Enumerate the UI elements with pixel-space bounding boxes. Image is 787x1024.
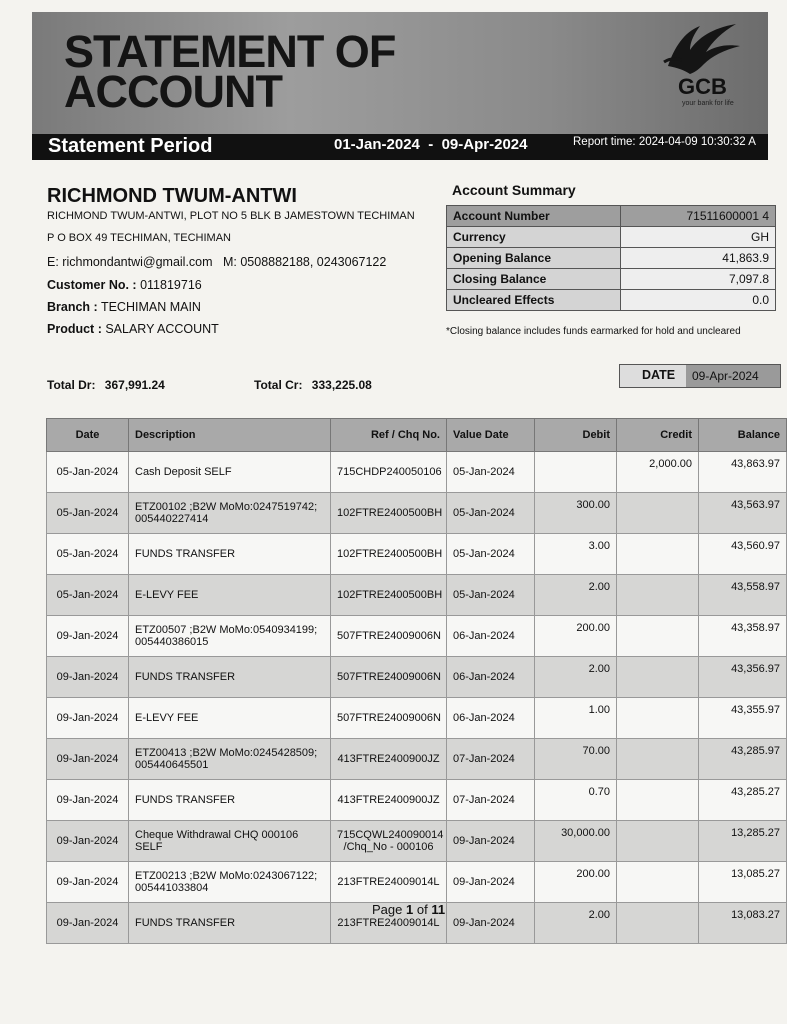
total-credit-label: Total Cr:: [254, 378, 303, 392]
cell-credit: 2,000.00: [617, 452, 699, 493]
cell-credit: [617, 616, 699, 657]
cell-balance: 43,358.97: [699, 616, 787, 657]
bank-logo-text: GCB: [678, 74, 727, 99]
cell-credit: [617, 534, 699, 575]
cell-balance: 43,356.97: [699, 657, 787, 698]
cell-ref: 715CHDP240050106: [331, 452, 447, 493]
table-row: [47, 821, 787, 862]
cell-credit: [617, 657, 699, 698]
table-row: [47, 739, 787, 780]
address-line-1: RICHMOND TWUM-ANTWI, PLOT NO 5 BLK B JAMESTOWN TECHIMAN: [47, 210, 415, 222]
cell-ref: 413FTRE2400900JZ: [331, 780, 447, 821]
summary-value: 41,863.9: [621, 248, 776, 269]
cell-description: E-LEVY FEE: [129, 575, 331, 616]
cell-value-date: 06-Jan-2024: [447, 616, 535, 657]
summary-label: Currency: [447, 227, 621, 248]
report-time-label: Report time:: [573, 136, 636, 148]
cell-ref: 715CQWL240090014 /Chq_No - 000106: [331, 821, 447, 862]
cell-debit: [535, 452, 617, 493]
cell-ref: 507FTRE24009006N: [331, 616, 447, 657]
title-line-1: STATEMENT OF: [64, 26, 396, 77]
statement-title: [64, 26, 396, 117]
cell-ref: 507FTRE24009006N: [331, 698, 447, 739]
summary-label: Uncleared Effects: [447, 290, 621, 311]
cell-date: 09-Jan-2024: [47, 739, 129, 780]
period-end: 09-Apr-2024: [441, 136, 528, 153]
transactions-table: [46, 418, 787, 944]
cell-description: ETZ00507 ;B2W MoMo:0540934199; 005440386015: [129, 616, 331, 657]
bank-tagline: your bank for life: [682, 100, 734, 107]
period-dates: [334, 136, 527, 153]
column-header-value-date: Value Date: [447, 419, 535, 452]
eagle-logo-icon: [660, 18, 746, 78]
table-row: [47, 493, 787, 534]
email-value: richmondantwi@gmail.com: [62, 255, 213, 269]
summary-row: [447, 248, 776, 269]
closing-balance-note: *Closing balance includes funds earmarked for hold and uncleared: [446, 326, 741, 337]
total-debit-label: Total Dr:: [47, 378, 96, 392]
title-line-2: ACCOUNT: [64, 66, 282, 117]
contact-line: [47, 255, 386, 269]
cell-ref: 102FTRE2400500BH: [331, 534, 447, 575]
cell-debit: 1.00: [535, 698, 617, 739]
page-of: of: [416, 902, 428, 917]
cell-value-date: 05-Jan-2024: [447, 493, 535, 534]
cell-date: 05-Jan-2024: [47, 452, 129, 493]
account-summary-title: Account Summary: [452, 182, 576, 198]
summary-row: [447, 290, 776, 311]
mobile-value: 0508882188, 0243067122: [240, 255, 387, 269]
table-row: [47, 452, 787, 493]
account-summary-table: [446, 205, 776, 311]
table-row: [47, 575, 787, 616]
bank-logo: [652, 18, 752, 118]
cell-value-date: 05-Jan-2024: [447, 452, 535, 493]
cell-debit: 300.00: [535, 493, 617, 534]
cell-date: 05-Jan-2024: [47, 493, 129, 534]
cell-debit: 2.00: [535, 575, 617, 616]
cell-credit: [617, 821, 699, 862]
summary-value: 0.0: [621, 290, 776, 311]
summary-value: GH: [621, 227, 776, 248]
address-line-2: P O BOX 49 TECHIMAN, TECHIMAN: [47, 232, 231, 244]
column-header-balance: Balance: [699, 419, 787, 452]
cell-date: 09-Jan-2024: [47, 862, 129, 903]
page-indicator: [372, 902, 445, 917]
product-value: SALARY ACCOUNT: [105, 322, 219, 336]
column-header-date: Date: [47, 419, 129, 452]
summary-row: [447, 206, 776, 227]
date-label: DATE: [642, 368, 676, 382]
page-total: 11: [431, 902, 446, 917]
cell-balance: 43,355.97: [699, 698, 787, 739]
summary-value: 71511600001 4: [621, 206, 776, 227]
table-row: [47, 780, 787, 821]
cell-debit: 2.00: [535, 903, 617, 944]
summary-row: [447, 227, 776, 248]
table-row: [47, 657, 787, 698]
report-time-value: 2024-04-09 10:30:32 A: [638, 136, 756, 148]
cell-description: Cash Deposit SELF: [129, 452, 331, 493]
period-label: Statement Period: [48, 135, 213, 157]
cell-ref: 213FTRE24009014L: [331, 862, 447, 903]
cell-ref: 102FTRE2400500BH: [331, 493, 447, 534]
summary-value: 7,097.8: [621, 269, 776, 290]
date-value: 09-Apr-2024: [686, 365, 780, 387]
cell-ref: 213FTRE24009014L: [331, 903, 447, 944]
cell-ref: 413FTRE2400900JZ: [331, 739, 447, 780]
total-credit: [254, 378, 378, 392]
branch-value: TECHIMAN MAIN: [100, 300, 201, 314]
cell-description: E-LEVY FEE: [129, 698, 331, 739]
cell-description: FUNDS TRANSFER: [129, 903, 331, 944]
cell-credit: [617, 903, 699, 944]
product-label: Product :: [47, 322, 102, 336]
cell-balance: 43,560.97: [699, 534, 787, 575]
cell-balance: 43,863.97: [699, 452, 787, 493]
table-row: [47, 698, 787, 739]
cell-balance: 43,558.97: [699, 575, 787, 616]
product-line: [47, 322, 219, 336]
column-header-description: Description: [129, 419, 331, 452]
column-header-ref: Ref / Chq No.: [331, 419, 447, 452]
summary-label: Closing Balance: [447, 269, 621, 290]
branch-line: [47, 300, 201, 314]
cell-value-date: 06-Jan-2024: [447, 698, 535, 739]
column-header-debit: Debit: [535, 419, 617, 452]
table-row: [47, 534, 787, 575]
cell-debit: 3.00: [535, 534, 617, 575]
cell-date: 09-Jan-2024: [47, 616, 129, 657]
table-row: [47, 862, 787, 903]
cell-ref: 102FTRE2400500BH: [331, 575, 447, 616]
cell-date: 05-Jan-2024: [47, 575, 129, 616]
report-time: [573, 136, 756, 148]
cell-value-date: 09-Jan-2024: [447, 821, 535, 862]
summary-row: [447, 269, 776, 290]
cell-date: 09-Jan-2024: [47, 657, 129, 698]
cell-debit: 2.00: [535, 657, 617, 698]
cell-description: ETZ00213 ;B2W MoMo:0243067122; 005441033804: [129, 862, 331, 903]
cell-debit: 30,000.00: [535, 821, 617, 862]
total-debit: [47, 378, 171, 392]
cell-credit: [617, 698, 699, 739]
cell-credit: [617, 739, 699, 780]
cell-value-date: 09-Jan-2024: [447, 903, 535, 944]
cell-date: 09-Jan-2024: [47, 821, 129, 862]
cell-balance: 43,285.27: [699, 780, 787, 821]
email-label: E:: [47, 255, 59, 269]
cell-description: Cheque Withdrawal CHQ 000106 SELF: [129, 821, 331, 862]
column-header-credit: Credit: [617, 419, 699, 452]
cell-date: 09-Jan-2024: [47, 903, 129, 944]
statement-period-bar: [32, 134, 768, 160]
cell-date: 05-Jan-2024: [47, 534, 129, 575]
period-start: 01-Jan-2024: [334, 136, 420, 153]
statement-banner: [32, 12, 768, 134]
summary-label: Opening Balance: [447, 248, 621, 269]
cell-debit: 200.00: [535, 616, 617, 657]
summary-label: Account Number: [447, 206, 621, 227]
cell-ref: 507FTRE24009006N: [331, 657, 447, 698]
cell-credit: [617, 780, 699, 821]
customer-no-label: Customer No. :: [47, 278, 137, 292]
cell-value-date: 06-Jan-2024: [447, 657, 535, 698]
branch-label: Branch :: [47, 300, 98, 314]
cell-balance: 43,285.97: [699, 739, 787, 780]
page-current: 1: [406, 902, 414, 917]
cell-debit: 0.70: [535, 780, 617, 821]
cell-debit: 70.00: [535, 739, 617, 780]
cell-credit: [617, 493, 699, 534]
mobile-label: M:: [222, 255, 237, 269]
cell-balance: 13,083.27: [699, 903, 787, 944]
customer-no-line: [47, 278, 202, 292]
page-label: Page: [372, 902, 403, 917]
cell-date: 09-Jan-2024: [47, 780, 129, 821]
cell-credit: [617, 862, 699, 903]
cell-value-date: 07-Jan-2024: [447, 780, 535, 821]
cell-debit: 200.00: [535, 862, 617, 903]
cell-value-date: 05-Jan-2024: [447, 575, 535, 616]
customer-name: RICHMOND TWUM-ANTWI: [47, 185, 297, 207]
cell-credit: [617, 575, 699, 616]
customer-no-value: 011819716: [140, 278, 202, 292]
cell-description: FUNDS TRANSFER: [129, 780, 331, 821]
cell-date: 09-Jan-2024: [47, 698, 129, 739]
cell-balance: 13,085.27: [699, 862, 787, 903]
cell-balance: 43,563.97: [699, 493, 787, 534]
total-credit-value: 333,225.08: [311, 378, 372, 392]
cell-value-date: 07-Jan-2024: [447, 739, 535, 780]
cell-description: ETZ00102 ;B2W MoMo:0247519742; 005440227414: [129, 493, 331, 534]
table-header-row: [47, 419, 787, 452]
cell-description: FUNDS TRANSFER: [129, 657, 331, 698]
table-row: [47, 616, 787, 657]
cell-balance: 13,285.27: [699, 821, 787, 862]
cell-value-date: 05-Jan-2024: [447, 534, 535, 575]
period-separator: -: [428, 136, 434, 153]
cell-value-date: 09-Jan-2024: [447, 862, 535, 903]
date-box: [619, 364, 781, 388]
cell-description: ETZ00413 ;B2W MoMo:0245428509; 005440645501: [129, 739, 331, 780]
total-debit-value: 367,991.24: [104, 378, 165, 392]
cell-description: FUNDS TRANSFER: [129, 534, 331, 575]
